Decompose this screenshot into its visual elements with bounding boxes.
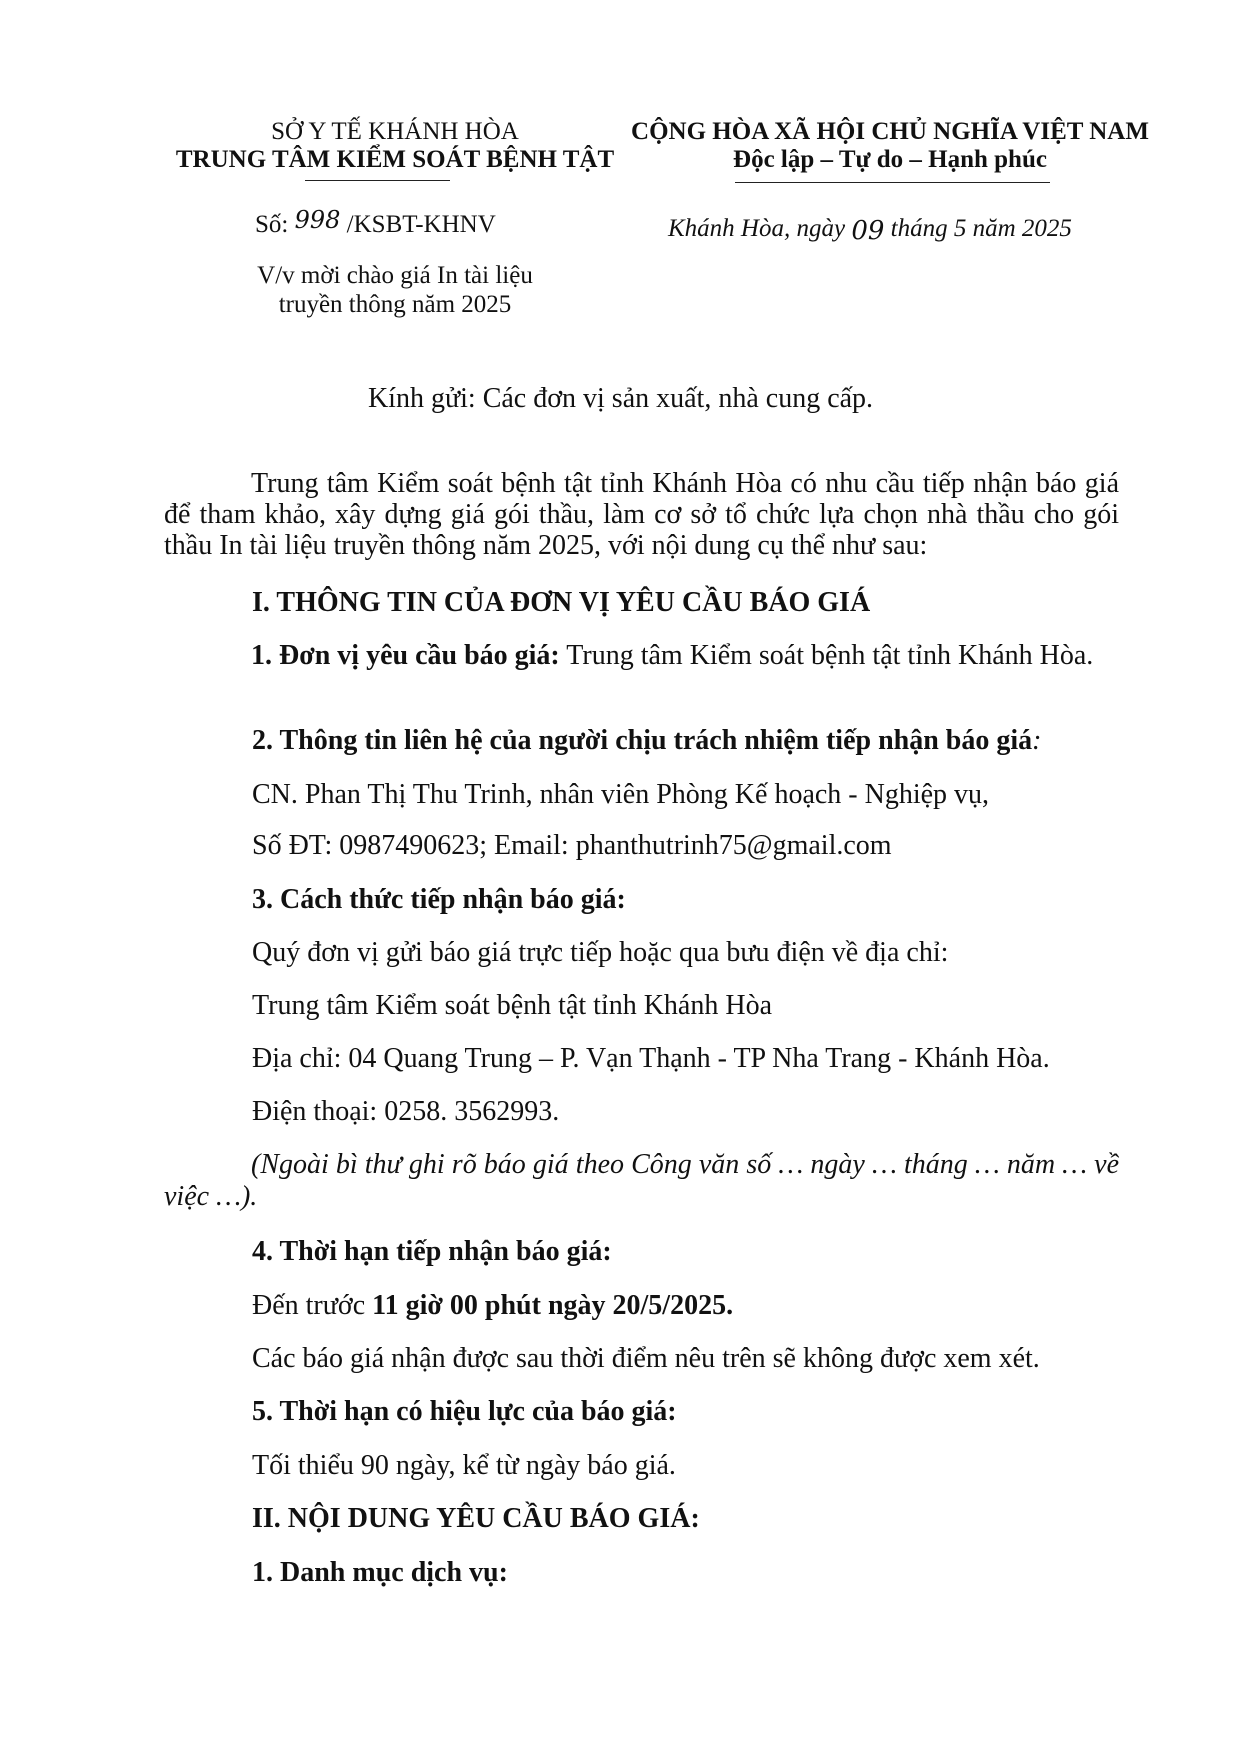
intro-paragraph: Trung tâm Kiểm soát bệnh tật tỉnh Khánh Hòa có nhu cầu tiếp nhận báo giá để tham khảo, xây dựng giá gói thầu, làm cơ sở tổ chức lựa chọn nhà thầu cho gói thầu In tài liệu truyền thông năm 2025, với nội dung cụ thể như sau: bbox=[164, 468, 1119, 561]
date-prefix: Khánh Hòa, ngày bbox=[668, 215, 846, 242]
section-1-item-1-label: 1. Đơn vị yêu cầu báo giá: bbox=[251, 640, 560, 671]
receipt-phone: Điện thoại: 0258. 3562993. bbox=[252, 1096, 560, 1127]
receipt-line-1: Quý đơn vị gửi báo giá trực tiếp hoặc qua bưu điện về địa chỉ: bbox=[252, 937, 949, 968]
national-title: CỘNG HÒA XÃ HỘI CHỦ NGHĨA VIỆT NAM bbox=[631, 118, 1149, 145]
section-1-item-2-label: 2. Thông tin liên hệ của người chịu trách nhiệm tiếp nhận báo giá bbox=[252, 725, 1033, 756]
date-suffix: tháng 5 năm 2025 bbox=[890, 215, 1072, 242]
date-day: 09 bbox=[851, 216, 885, 246]
section-1-item-5-label: 5. Thời hạn có hiệu lực của báo giá: bbox=[252, 1396, 677, 1427]
doc-number bbox=[255, 206, 496, 239]
section-2-title: II. NỘI DUNG YÊU CẦU BÁO GIÁ: bbox=[252, 1503, 700, 1534]
salutation: Kính gửi: Các đơn vị sản xuất, nhà cung cấp. bbox=[367, 383, 874, 414]
section-1-item-4-label: 4. Thời hạn tiếp nhận báo giá: bbox=[252, 1236, 612, 1267]
section-1-title: I. THÔNG TIN CỦA ĐƠN VỊ YÊU CẦU BÁO GIÁ bbox=[252, 587, 871, 618]
deadline-prefix: Đến trước bbox=[252, 1290, 366, 1321]
doc-number-value: 998 bbox=[294, 206, 341, 234]
issuer-parent-agency: SỞ Y TẾ KHÁNH HÒA bbox=[271, 118, 519, 145]
section-2-item-1-label: 1. Danh mục dịch vụ: bbox=[252, 1557, 508, 1588]
date-line bbox=[668, 213, 1072, 246]
validity-text: Tối thiểu 90 ngày, kể từ ngày báo giá. bbox=[252, 1450, 676, 1481]
deadline-value: 11 giờ 00 phút ngày 20/5/2025. bbox=[372, 1290, 734, 1321]
deadline-line bbox=[252, 1290, 733, 1322]
national-motto: Độc lập – Tự do – Hạnh phúc bbox=[733, 146, 1047, 173]
issuer-underline bbox=[305, 180, 450, 181]
envelope-note: (Ngoài bì thư ghi rõ báo giá theo Công văn số … ngày … tháng … năm … về việc …). bbox=[164, 1149, 1119, 1212]
section-1-item-2-colon: : bbox=[1032, 725, 1042, 756]
receipt-address: Địa chỉ: 04 Quang Trung – P. Vạn Thạnh - TP Nha Trang - Khánh Hòa. bbox=[252, 1043, 1050, 1074]
doc-number-prefix: Số: bbox=[255, 211, 289, 238]
issuer-agency: TRUNG TÂM KIỂM SOÁT BỆNH TẬT bbox=[175, 146, 615, 173]
late-submission-note: Các báo giá nhận được sau thời điểm nêu trên sẽ không được xem xét. bbox=[252, 1343, 1040, 1374]
contact-line-2: Số ĐT: 0987490623; Email: phanthutrinh75@gmail.com bbox=[252, 830, 892, 861]
motto-underline bbox=[735, 182, 1050, 183]
subject-line-1: V/v mời chào giá In tài liệu bbox=[257, 262, 533, 289]
section-1-item-1-text: Trung tâm Kiểm soát bệnh tật tỉnh Khánh Hòa. bbox=[566, 640, 1094, 671]
doc-number-suffix: /KSBT-KHNV bbox=[346, 211, 496, 238]
receipt-line-2: Trung tâm Kiểm soát bệnh tật tỉnh Khánh Hòa bbox=[252, 990, 773, 1021]
contact-line-1: CN. Phan Thị Thu Trinh, nhân viên Phòng Kế hoạch - Nghiệp vụ, bbox=[252, 779, 990, 810]
section-1-item-2-heading bbox=[252, 725, 1042, 757]
section-1-item-3-label: 3. Cách thức tiếp nhận báo giá: bbox=[252, 884, 626, 915]
subject-line-2: truyền thông năm 2025 bbox=[278, 291, 512, 318]
section-1-item-1 bbox=[164, 638, 1119, 674]
